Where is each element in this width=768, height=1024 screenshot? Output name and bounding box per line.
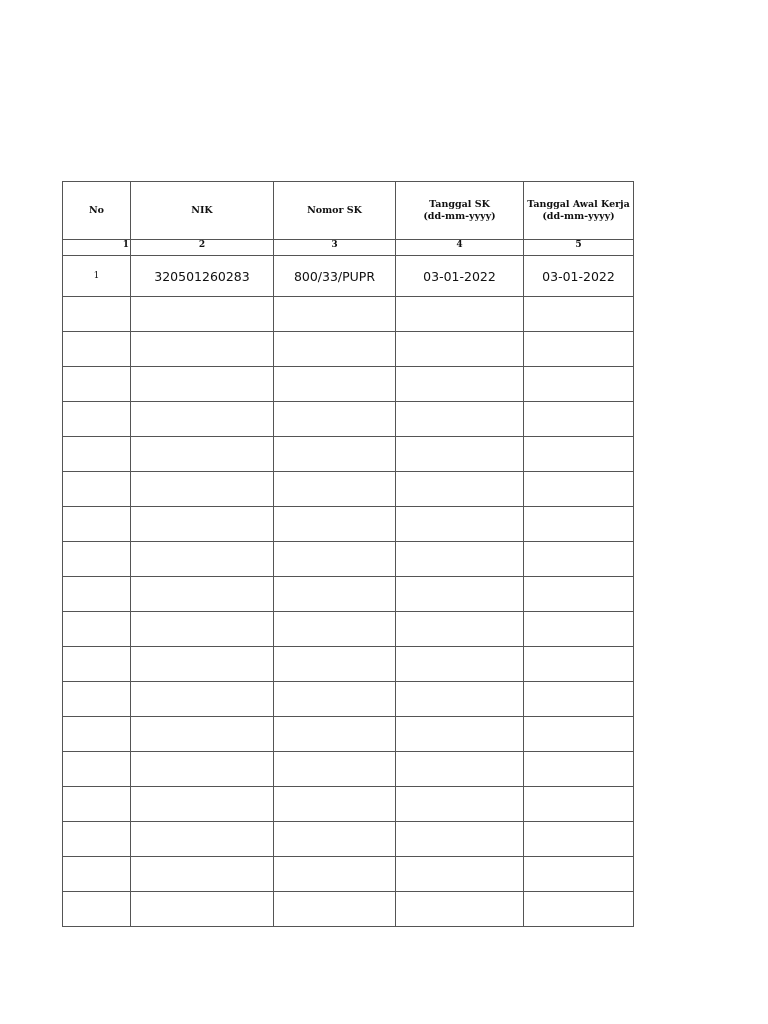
cell-tanggal-awal-kerja — [524, 542, 634, 577]
cell-nik — [131, 682, 274, 717]
cell-tanggal-sk — [396, 682, 524, 717]
cell-nik — [131, 577, 274, 612]
table-row-empty — [63, 542, 634, 577]
cell-tanggal-awal-kerja — [524, 332, 634, 367]
cell-tanggal-awal-kerja — [524, 892, 634, 927]
cell-no — [63, 822, 131, 857]
cell-tanggal-awal-kerja: 03-01-2022 — [524, 256, 634, 297]
cell-tanggal-sk — [396, 892, 524, 927]
cell-tanggal-awal-kerja — [524, 297, 634, 332]
cell-nomor-sk — [274, 612, 396, 647]
cell-tanggal-awal-kerja — [524, 507, 634, 542]
cell-tanggal-awal-kerja — [524, 787, 634, 822]
cell-nik — [131, 752, 274, 787]
cell-no — [63, 577, 131, 612]
column-number: 3 — [274, 240, 396, 256]
cell-tanggal-sk — [396, 297, 524, 332]
cell-tanggal-sk — [396, 402, 524, 437]
cell-tanggal-sk — [396, 822, 524, 857]
table-row-empty — [63, 332, 634, 367]
cell-nomor-sk — [274, 892, 396, 927]
cell-no — [63, 437, 131, 472]
cell-tanggal-sk — [396, 752, 524, 787]
cell-tanggal-awal-kerja — [524, 822, 634, 857]
cell-no: 1 — [63, 256, 131, 297]
cell-tanggal-sk — [396, 857, 524, 892]
cell-no — [63, 542, 131, 577]
table-row-empty — [63, 402, 634, 437]
cell-nomor-sk — [274, 787, 396, 822]
cell-nik — [131, 402, 274, 437]
cell-tanggal-sk — [396, 437, 524, 472]
cell-no — [63, 402, 131, 437]
cell-no — [63, 752, 131, 787]
cell-tanggal-sk — [396, 647, 524, 682]
header-tanggal-sk: Tanggal SK (dd-mm-yyyy) — [396, 182, 524, 240]
table-row-empty — [63, 612, 634, 647]
cell-nik — [131, 542, 274, 577]
table-row-empty — [63, 752, 634, 787]
cell-no — [63, 892, 131, 927]
header-tanggal-awal-kerja: Tanggal Awal Kerja (dd-mm-yyyy) — [524, 182, 634, 240]
cell-tanggal-sk — [396, 367, 524, 402]
cell-nik — [131, 507, 274, 542]
cell-no — [63, 612, 131, 647]
table-row-empty — [63, 472, 634, 507]
cell-nomor-sk — [274, 367, 396, 402]
cell-no — [63, 332, 131, 367]
cell-nomor-sk — [274, 507, 396, 542]
column-number: 4 — [396, 240, 524, 256]
cell-tanggal-sk — [396, 717, 524, 752]
cell-tanggal-awal-kerja — [524, 752, 634, 787]
cell-nik — [131, 787, 274, 822]
cell-no — [63, 647, 131, 682]
table-row-empty — [63, 717, 634, 752]
table-row-empty — [63, 297, 634, 332]
cell-nik — [131, 647, 274, 682]
cell-tanggal-sk — [396, 577, 524, 612]
table-row-empty — [63, 682, 634, 717]
table-row-empty — [63, 577, 634, 612]
cell-nomor-sk — [274, 332, 396, 367]
table-row-empty — [63, 892, 634, 927]
cell-no — [63, 787, 131, 822]
header-nomor-sk: Nomor SK — [274, 182, 396, 240]
cell-nik — [131, 857, 274, 892]
table-row-empty — [63, 857, 634, 892]
table-row-empty — [63, 647, 634, 682]
cell-tanggal-sk: 03-01-2022 — [396, 256, 524, 297]
cell-no — [63, 717, 131, 752]
cell-nik — [131, 612, 274, 647]
cell-nik — [131, 472, 274, 507]
cell-nik — [131, 297, 274, 332]
header-no: No — [63, 182, 131, 240]
table-row-empty — [63, 367, 634, 402]
employee-sk-table — [62, 181, 634, 927]
cell-tanggal-sk — [396, 612, 524, 647]
cell-tanggal-sk — [396, 542, 524, 577]
cell-nomor-sk — [274, 297, 396, 332]
cell-nik — [131, 717, 274, 752]
header-nik: NIK — [131, 182, 274, 240]
table-row-empty — [63, 437, 634, 472]
cell-no — [63, 367, 131, 402]
cell-nik — [131, 822, 274, 857]
cell-nomor-sk — [274, 437, 396, 472]
cell-tanggal-awal-kerja — [524, 402, 634, 437]
column-number: 2 — [131, 240, 274, 256]
cell-nomor-sk — [274, 857, 396, 892]
cell-nomor-sk — [274, 402, 396, 437]
cell-nik — [131, 367, 274, 402]
cell-tanggal-sk — [396, 507, 524, 542]
cell-tanggal-awal-kerja — [524, 437, 634, 472]
column-number-row — [63, 240, 634, 256]
table-row — [63, 256, 634, 297]
cell-nomor-sk — [274, 577, 396, 612]
cell-tanggal-awal-kerja — [524, 717, 634, 752]
cell-no — [63, 507, 131, 542]
cell-nomor-sk — [274, 542, 396, 577]
table-row-empty — [63, 822, 634, 857]
cell-no — [63, 472, 131, 507]
cell-no — [63, 297, 131, 332]
cell-no — [63, 682, 131, 717]
cell-nomor-sk — [274, 717, 396, 752]
column-number: 5 — [524, 240, 634, 256]
column-number: 1 — [63, 240, 131, 256]
cell-tanggal-awal-kerja — [524, 612, 634, 647]
cell-nomor-sk: 800/33/PUPR — [274, 256, 396, 297]
table-row-empty — [63, 787, 634, 822]
cell-nomor-sk — [274, 822, 396, 857]
cell-nik — [131, 892, 274, 927]
cell-tanggal-awal-kerja — [524, 647, 634, 682]
cell-tanggal-awal-kerja — [524, 682, 634, 717]
cell-tanggal-awal-kerja — [524, 577, 634, 612]
cell-tanggal-sk — [396, 472, 524, 507]
table-row-empty — [63, 507, 634, 542]
cell-nik: 320501260283 — [131, 256, 274, 297]
table-header-row — [63, 182, 634, 240]
cell-tanggal-awal-kerja — [524, 857, 634, 892]
cell-tanggal-sk — [396, 332, 524, 367]
cell-nomor-sk — [274, 752, 396, 787]
cell-nomor-sk — [274, 682, 396, 717]
cell-nomor-sk — [274, 472, 396, 507]
cell-tanggal-sk — [396, 787, 524, 822]
cell-nomor-sk — [274, 647, 396, 682]
cell-nik — [131, 332, 274, 367]
cell-nik — [131, 437, 274, 472]
cell-tanggal-awal-kerja — [524, 367, 634, 402]
cell-no — [63, 857, 131, 892]
cell-tanggal-awal-kerja — [524, 472, 634, 507]
